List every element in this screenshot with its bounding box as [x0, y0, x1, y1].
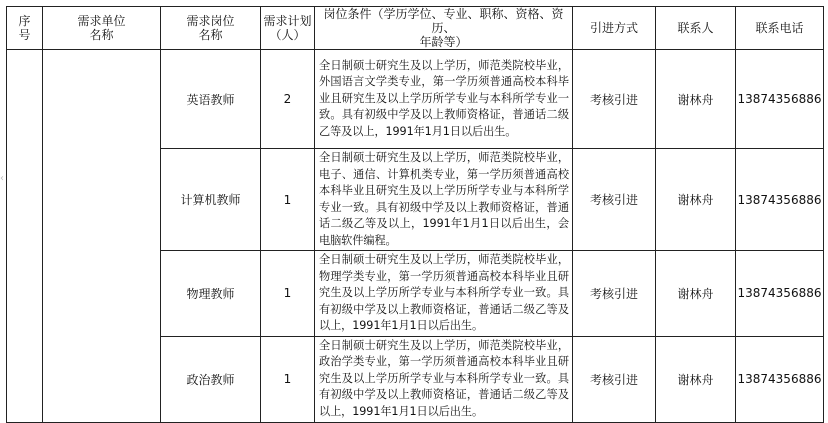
phone-cell: 13874356886: [736, 336, 824, 422]
phone-cell: 13874356886: [736, 251, 824, 337]
table-row: [7, 50, 824, 149]
method-cell: 考核引进: [573, 50, 656, 149]
method-cell: 考核引进: [573, 149, 656, 251]
contact-cell: 谢林舟: [656, 50, 736, 149]
plan-cell: 2: [261, 50, 315, 149]
header-method: 引进方式: [573, 7, 656, 50]
header-seq: 序 号: [7, 7, 43, 50]
post-cell: 计算机教师: [161, 149, 261, 251]
post-cell: 物理教师: [161, 251, 261, 337]
header-post: 需求岗位 名称: [161, 7, 261, 50]
phone-cell: 13874356886: [736, 50, 824, 149]
contact-cell: 谢林舟: [656, 336, 736, 422]
conditions-cell: 全日制硕士研究生及以上学历，师范类院校毕业，物理学类专业，第一学历须普通高校本科毕业且研究生及以上学历所学专业与本科所学专业一致。具有初级中学及以上教师资格证，普通话二级乙等及以上，1991年1月1日以后出生。: [315, 251, 573, 337]
post-cell: 英语教师: [161, 50, 261, 149]
method-cell: 考核引进: [573, 251, 656, 337]
plan-cell: 1: [261, 336, 315, 422]
margin-mark: ‹: [0, 173, 4, 184]
header-unit: 需求单位 名称: [43, 7, 161, 50]
header-plan: 需求计划 （人）: [261, 7, 315, 50]
contact-cell: 谢林舟: [656, 251, 736, 337]
recruitment-table-container: [6, 6, 824, 423]
seq-cell: [7, 50, 43, 423]
post-cell: 政治教师: [161, 336, 261, 422]
conditions-cell: 全日制硕士研究生及以上学历，师范类院校毕业，电子、通信、计算机类专业，第一学历须普通高校本科毕业且研究生及以上学历所学专业与本科所学专业一致。具有初级中学及以上教师资格证，普通话二级乙等及以上，1991年1月1日以后出生，会电脑软件编程。: [315, 149, 573, 251]
header-row: [7, 7, 824, 50]
conditions-cell: 全日制硕士研究生及以上学历，师范类院校毕业，政治学类专业，第一学历须普通高校本科毕业且研究生及以上学历所学专业与本科所学专业一致。具有初级中学及以上教师资格证，普通话二级乙等及以上，1991年1月1日以后出生。: [315, 336, 573, 422]
plan-cell: 1: [261, 149, 315, 251]
header-phone: 联系电话: [736, 7, 824, 50]
contact-cell: 谢林舟: [656, 149, 736, 251]
recruitment-table: [6, 6, 824, 423]
unit-cell: [43, 50, 161, 423]
header-contact: 联系人: [656, 7, 736, 50]
method-cell: 考核引进: [573, 336, 656, 422]
conditions-cell: 全日制硕士研究生及以上学历，师范类院校毕业，外国语言文学类专业，第一学历须普通高校本科毕业且研究生及以上学历所学专业与本科所学专业一致。具有初级中学及以上教师资格证，普通话二级乙等及以上，1991年1月1日以后出生。: [315, 50, 573, 149]
phone-cell: 13874356886: [736, 149, 824, 251]
header-conditions: 岗位条件（学历学位、专业、职称、资格、资历、 年龄等）: [315, 7, 573, 50]
plan-cell: 1: [261, 251, 315, 337]
